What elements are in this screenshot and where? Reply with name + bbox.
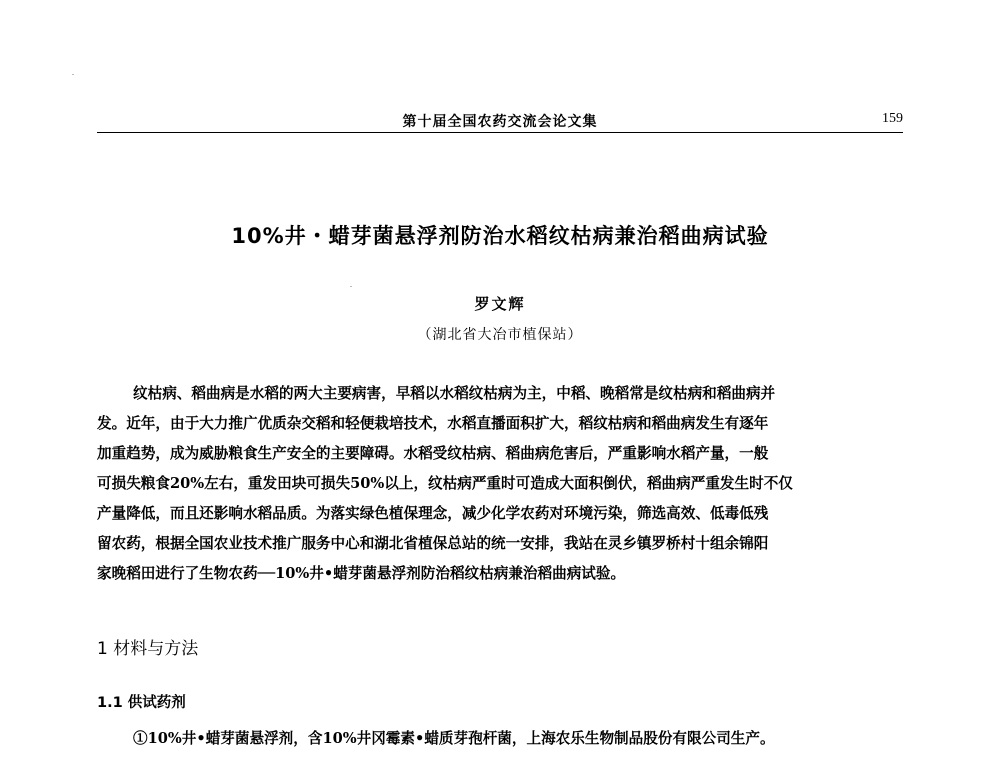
reagent-item: ①10%井•蜡芽菌悬浮剂，含10%井冈霉素•蜡质芽孢杆菌，上海农乐生物制品股份有限公司生产。	[133, 730, 775, 747]
paragraph-line: 留农药，根据全国农业技术推广服务中心和湖北省植保总站的统一安排，我站在灵乡镇罗桥村十组余锦阳	[97, 535, 769, 552]
running-title: 第十届全国农药交流会论文集	[402, 114, 598, 130]
author-name: 罗文辉	[474, 295, 526, 313]
scan-speck	[72, 74, 74, 75]
article-title: 10%井・蜡芽菌悬浮剂防治水稻纹枯病兼治稻曲病试验	[231, 224, 769, 248]
running-header	[97, 108, 903, 133]
scan-speck	[350, 286, 352, 287]
section-heading: 1 材料与方法	[97, 639, 199, 659]
page-number: 159	[882, 111, 903, 126]
intro-paragraph	[97, 379, 903, 589]
subsection-heading: 1.1 供试药剂	[97, 695, 186, 711]
paragraph-line: 发。近年，由于大力推广优质杂交稻和轻便栽培技术，水稻直播面积扩大，稻纹枯病和稻曲病发生有逐年	[97, 415, 769, 432]
paragraph-line: 可损失粮食20%左右，重发田块可损失50%以上，纹枯病严重时可造成大面积倒伏，稻曲病严重发生时不仅	[97, 475, 793, 492]
paragraph-line: 纹枯病、稻曲病是水稻的两大主要病害，早稻以水稻纹枯病为主，中稻、晚稻常是纹枯病和稻曲病并	[133, 385, 776, 402]
author-affiliation: （湖北省大冶市植保站）	[417, 327, 583, 343]
paragraph-line: 家晚稻田进行了生物农药──10%井•蜡芽菌悬浮剂防治稻纹枯病兼治稻曲病试验。	[97, 565, 626, 582]
paragraph-line: 加重趋势，成为威胁粮食生产安全的主要障碍。水稻受纹枯病、稻曲病危害后，严重影响水稻产量，一般	[97, 445, 769, 462]
paragraph-line: 产量降低，而且还影响水稻品质。为落实绿色植保理念，减少化学农药对环境污染，筛选高效、低毒低残	[97, 505, 769, 522]
